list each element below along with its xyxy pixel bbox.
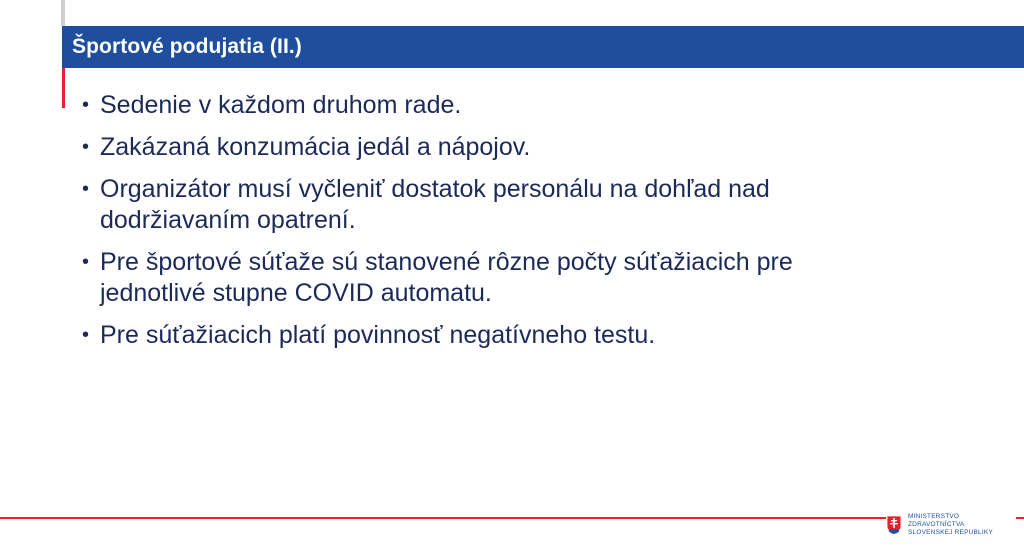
bullet-item [78,132,978,163]
footer-red-line [0,517,1024,519]
title-bar [62,26,1024,68]
bullet-dot: • [82,251,90,273]
logo-line: ZDRAVOTNÍCTVA [908,521,965,528]
slide-title: Športové podujatia (II.) [72,35,302,58]
bullet-dot: • [82,324,90,346]
bullet-item [78,320,978,351]
bullet-text: Pre súťažiacich platí povinnosť negatívneho testu. [100,321,656,349]
slovak-coat-of-arms-icon [886,515,902,535]
bullet-text: Sedenie v každom druhom rade. [100,91,462,119]
ministry-logo [886,505,1016,545]
bullet-dot: • [82,94,90,116]
bullet-list [78,90,978,362]
bullet-item [78,174,978,236]
bullet-item [78,90,978,121]
bullet-item [78,247,978,309]
bullet-text: Pre športové súťaže sú stanovené rôzne počty súťažiacich pre jednotlivé stupne COVID automatu. [100,248,793,307]
bullet-dot: • [82,136,90,158]
logo-line: MINISTERSTVO [908,513,960,520]
logo-text [908,513,993,537]
red-accent-bar [62,68,65,108]
bullet-dot: • [82,178,90,200]
left-gray-accent-bar [61,0,65,26]
bullet-text: Organizátor musí vyčleniť dostatok personálu na dohľad nad dodržiavaním opatrení. [100,175,770,234]
logo-line: SLOVENSKEJ REPUBLIKY [908,529,993,536]
bullet-text: Zakázaná konzumácia jedál a nápojov. [100,133,531,161]
